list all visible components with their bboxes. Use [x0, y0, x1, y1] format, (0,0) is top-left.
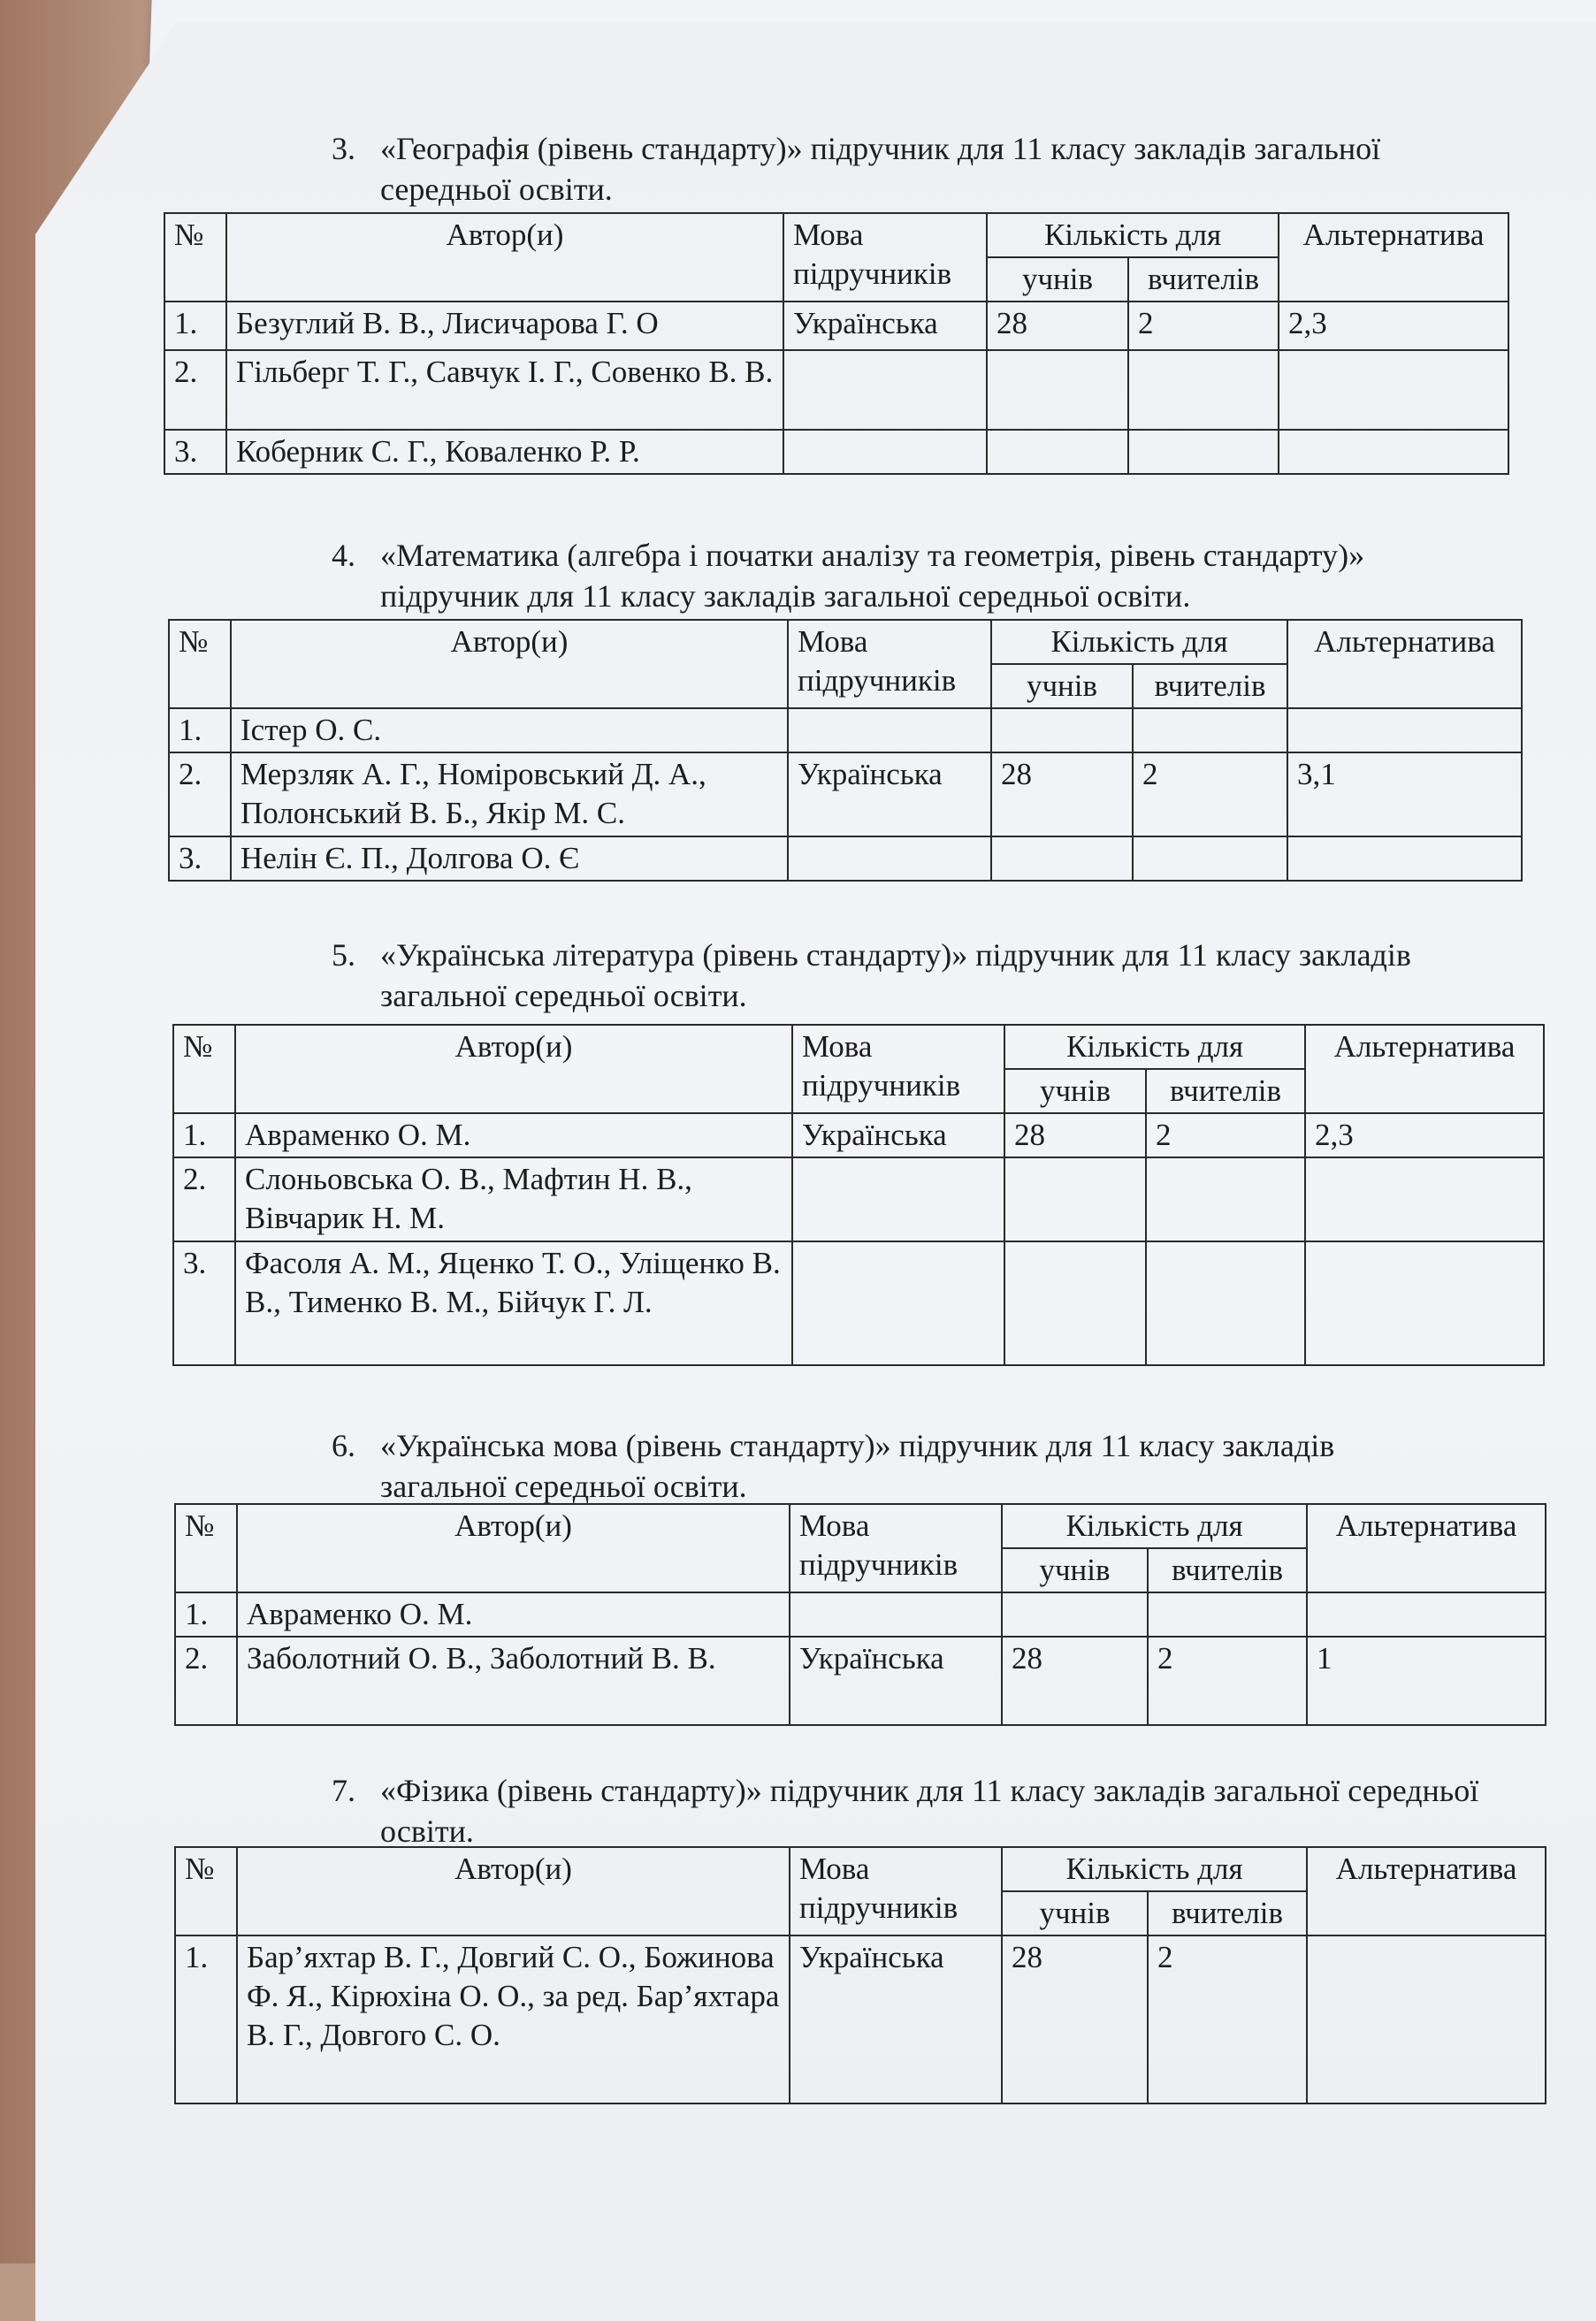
- row-alternative: 3,1: [1287, 752, 1522, 836]
- row-authors: Бар’яхтар В. Г., Довгий С. О., Божинова Ф. Я., Кірюхіна О. О., за ред. Бар’яхтара В. Г., Довгого С. О.: [237, 1935, 790, 2103]
- header-alternative: Альтернатива: [1307, 1504, 1546, 1592]
- row-alternative: [1279, 350, 1508, 430]
- row-teachers: 2: [1148, 1935, 1307, 2103]
- header-authors: Автор(и): [226, 213, 783, 302]
- row-alternative: [1307, 1592, 1546, 1637]
- row-authors: Слоньовська О. В., Мафтин Н. В., Вівчарик Н. М.: [235, 1157, 792, 1241]
- table-row: [164, 302, 1508, 350]
- row-language: [788, 708, 991, 752]
- header-language: Мова підручників: [783, 213, 987, 302]
- row-alternative: 2,3: [1305, 1113, 1544, 1157]
- section-title: «Географія (рівень стандарту)» підручник для 11 класу закладів загальної середньої освіти.: [380, 131, 1381, 207]
- row-language: [790, 1592, 1002, 1637]
- row-number: 3.: [169, 836, 231, 881]
- row-language: [783, 430, 987, 474]
- row-students: [1002, 1592, 1148, 1637]
- textbook-table: [174, 1503, 1546, 1726]
- row-teachers: 2: [1133, 752, 1287, 836]
- row-authors: Гільберг Т. Г., Савчук І. Г., Совенко В. В.: [226, 350, 783, 430]
- table-row: [175, 1637, 1546, 1725]
- row-authors: Істер О. С.: [231, 708, 788, 752]
- header-quantity: Кількість для: [987, 213, 1279, 257]
- header-language: Мова підручників: [790, 1504, 1002, 1592]
- row-number: 1.: [173, 1113, 235, 1157]
- row-students: [991, 836, 1133, 881]
- row-number: 3.: [164, 430, 226, 474]
- row-number: 2.: [173, 1157, 235, 1241]
- textbook-table: [168, 619, 1523, 882]
- row-teachers: 2: [1148, 1637, 1307, 1725]
- table-row: [173, 1113, 1544, 1157]
- section-title: «Фізика (рівень стандарту)» підручник для 11 класу закладів загальної середньої освіти.: [380, 1773, 1479, 1849]
- row-teachers: [1133, 708, 1287, 752]
- header-teachers: вчителів: [1133, 664, 1287, 708]
- header-teachers: вчителів: [1146, 1069, 1305, 1113]
- header-quantity: Кількість для: [1002, 1504, 1307, 1548]
- header-authors: Автор(и): [235, 1025, 792, 1113]
- table-row: [173, 1241, 1544, 1365]
- row-number: 1.: [164, 302, 226, 350]
- header-teachers: вчителів: [1148, 1891, 1307, 1935]
- header-number: №: [164, 213, 226, 302]
- section-caption: [332, 935, 1437, 1019]
- row-language: Українська: [783, 302, 987, 350]
- header-number: №: [175, 1504, 237, 1592]
- row-language: Українська: [792, 1113, 1004, 1157]
- header-language: Мова підручників: [790, 1847, 1002, 1935]
- row-language: [792, 1157, 1004, 1241]
- section-title: «Українська мова (рівень стандарту)» підручник для 11 класу закладів загальної середньої освіти.: [380, 1428, 1335, 1504]
- row-students: [987, 430, 1128, 474]
- row-authors: Нелін Є. П., Долгова О. Є: [231, 836, 788, 881]
- row-students: [991, 708, 1133, 752]
- row-language: [783, 350, 987, 430]
- header-students: учнів: [1002, 1891, 1148, 1935]
- section-title: «Математика (алгебра і початки аналізу та геометрія, рівень стандарту)» підручник для 11 класу закладів загальної середньої освіти.: [380, 538, 1365, 614]
- row-number: 1.: [169, 708, 231, 752]
- row-language: Українська: [790, 1935, 1002, 2103]
- header-students: учнів: [1004, 1069, 1146, 1113]
- row-number: 1.: [175, 1592, 237, 1637]
- row-authors: Коберник С. Г., Коваленко Р. Р.: [226, 430, 783, 474]
- table-row: [169, 752, 1522, 836]
- table-row: [173, 1157, 1544, 1241]
- row-teachers: [1128, 430, 1279, 474]
- row-number: 2.: [169, 752, 231, 836]
- header-teachers: вчителів: [1128, 257, 1279, 302]
- row-authors: Мерзляк А. Г., Номіровський Д. А., Полонський В. Б., Якір М. С.: [231, 752, 788, 836]
- row-students: 28: [1004, 1113, 1146, 1157]
- row-teachers: 2: [1128, 302, 1279, 350]
- row-alternative: [1279, 430, 1508, 474]
- header-number: №: [173, 1025, 235, 1113]
- row-authors: Авраменко О. М.: [235, 1113, 792, 1157]
- row-teachers: [1148, 1592, 1307, 1637]
- section-number: 7.: [332, 1773, 355, 1808]
- row-students: [987, 350, 1128, 430]
- row-authors: Фасоля А. М., Яценко Т. О., Уліщенко В. В., Тименко В. М., Бійчук Г. Л.: [235, 1241, 792, 1365]
- header-quantity: Кількість для: [1002, 1847, 1307, 1891]
- row-students: [1004, 1241, 1146, 1365]
- header-authors: Автор(и): [237, 1504, 790, 1592]
- row-authors: Заболотний О. В., Заболотний В. В.: [237, 1637, 790, 1725]
- row-authors: Авраменко О. М.: [237, 1592, 790, 1637]
- textbook-table: [174, 1846, 1546, 2104]
- section-title: «Українська література (рівень стандарту)» підручник для 11 класу закладів загальної середньої освіти.: [380, 937, 1411, 1013]
- row-students: 28: [987, 302, 1128, 350]
- header-authors: Автор(и): [237, 1847, 790, 1935]
- textbook-table: [164, 212, 1509, 475]
- table-row: [169, 708, 1522, 752]
- header-number: №: [175, 1847, 237, 1935]
- row-alternative: [1287, 708, 1522, 752]
- row-teachers: [1128, 350, 1279, 430]
- header-students: учнів: [991, 664, 1133, 708]
- row-teachers: [1133, 836, 1287, 881]
- row-students: 28: [1002, 1935, 1148, 2103]
- header-authors: Автор(и): [231, 620, 788, 708]
- row-number: 2.: [175, 1637, 237, 1725]
- header-quantity: Кількість для: [991, 620, 1287, 664]
- section-caption: [332, 128, 1499, 213]
- row-alternative: 2,3: [1279, 302, 1508, 350]
- section-caption: [332, 535, 1499, 620]
- row-alternative: [1305, 1157, 1544, 1241]
- table-row: [175, 1592, 1546, 1637]
- row-students: 28: [1002, 1637, 1148, 1725]
- header-alternative: Альтернатива: [1287, 620, 1522, 708]
- table-row: [169, 836, 1522, 881]
- section-number: 6.: [332, 1428, 355, 1463]
- section-number: 5.: [332, 937, 355, 973]
- row-language: [788, 836, 991, 881]
- row-students: [1004, 1157, 1146, 1241]
- header-quantity: Кількість для: [1004, 1025, 1305, 1069]
- section-caption: [332, 1425, 1437, 1510]
- row-alternative: [1305, 1241, 1544, 1365]
- section-number: 3.: [332, 131, 355, 166]
- row-alternative: 1: [1307, 1637, 1546, 1725]
- header-students: учнів: [987, 257, 1128, 302]
- header-alternative: Альтернатива: [1305, 1025, 1544, 1113]
- table-row: [164, 430, 1508, 474]
- row-language: [792, 1241, 1004, 1365]
- header-teachers: вчителів: [1148, 1548, 1307, 1592]
- section-caption: [332, 1770, 1481, 1855]
- row-teachers: 2: [1146, 1113, 1305, 1157]
- header-language: Мова підручників: [792, 1025, 1004, 1113]
- textbook-table: [172, 1024, 1545, 1366]
- table-row: [164, 350, 1508, 430]
- header-alternative: Альтернатива: [1307, 1847, 1546, 1935]
- header-students: учнів: [1002, 1548, 1148, 1592]
- row-students: 28: [991, 752, 1133, 836]
- row-teachers: [1146, 1157, 1305, 1241]
- row-teachers: [1146, 1241, 1305, 1365]
- table-row: [175, 1935, 1546, 2103]
- row-number: 1.: [175, 1935, 237, 2103]
- row-alternative: [1307, 1935, 1546, 2103]
- header-language: Мова підручників: [788, 620, 991, 708]
- section-number: 4.: [332, 538, 355, 573]
- row-number: 3.: [173, 1241, 235, 1365]
- header-alternative: Альтернатива: [1279, 213, 1508, 302]
- row-number: 2.: [164, 350, 226, 430]
- row-language: Українська: [790, 1637, 1002, 1725]
- header-number: №: [169, 620, 231, 708]
- row-language: Українська: [788, 752, 991, 836]
- row-alternative: [1287, 836, 1522, 881]
- row-authors: Безуглий В. В., Лисичарова Г. О: [226, 302, 783, 350]
